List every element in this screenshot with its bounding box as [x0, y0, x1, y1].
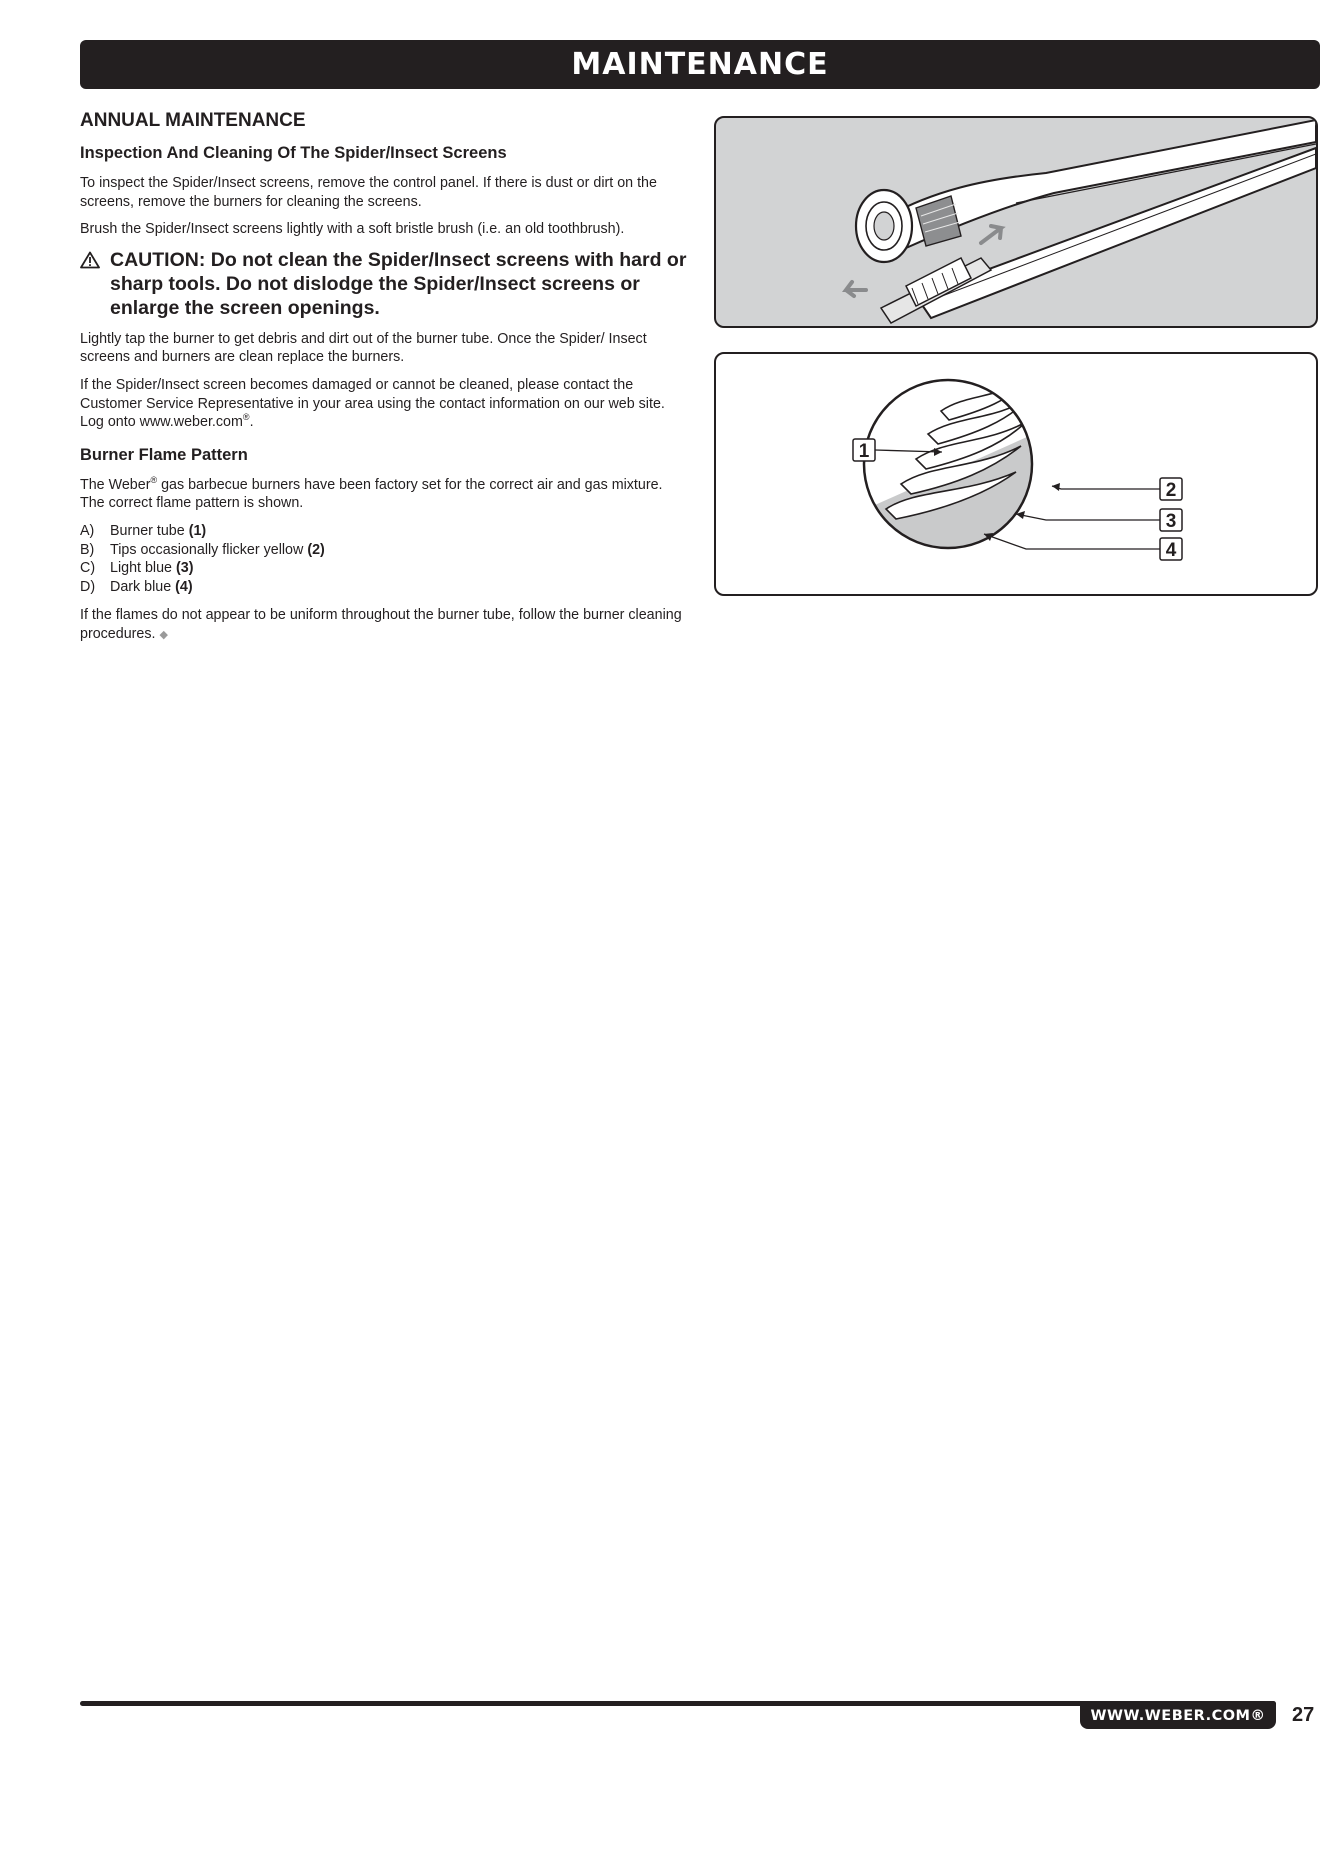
- inspection-paragraph-2: Brush the Spider/Insect screens lightly with a soft bristle brush (i.e. an old toothbrush).: [80, 221, 625, 238]
- footer-website: WWW.WEBER.COM®: [1080, 1703, 1276, 1729]
- caution-notice: [80, 248, 690, 320]
- list-ref: (4): [175, 578, 193, 595]
- callout-1: 1: [858, 441, 870, 462]
- registered-mark: ®: [150, 474, 158, 485]
- list-letter: C): [80, 560, 96, 577]
- inspection-heading: Inspection And Cleaning Of The Spider/Insect Screens: [80, 144, 507, 162]
- burner-brush-illustration: [716, 118, 1316, 326]
- list-letter: B): [80, 541, 95, 558]
- flame-pattern-illustration: [716, 354, 1316, 594]
- callout-3: 3: [1165, 511, 1177, 532]
- inspection-paragraph-3: Lightly tap the burner to get debris and dirt out of the burner tube. Once the Spider/ Insect screens and burners are clean replace the burners.: [80, 330, 647, 366]
- list-ref: (1): [188, 522, 207, 539]
- callout-4: 4: [1165, 540, 1177, 561]
- diamond-icon: ◆: [159, 628, 168, 641]
- flame-paragraph-2: [80, 606, 690, 644]
- callout-2: 2: [1165, 480, 1177, 501]
- figure-flame-pattern: [714, 352, 1318, 596]
- list-item: [80, 541, 690, 560]
- list-text: Light blue: [110, 560, 176, 577]
- list-item: [80, 559, 690, 578]
- figure-brush-screen: [714, 116, 1318, 328]
- list-letter: A): [80, 522, 95, 539]
- list-ref: (2): [307, 541, 325, 558]
- flame-pattern-heading: Burner Flame Pattern: [80, 445, 248, 464]
- page-number: 27: [1292, 1704, 1315, 1726]
- brush-motion-arrow-icon: [846, 282, 866, 296]
- page-header-title: MAINTENANCE: [571, 47, 829, 82]
- list-text: Dark blue: [110, 578, 176, 595]
- list-text: Tips occasionally flicker yellow: [110, 541, 308, 558]
- flame-paragraph-1: [80, 476, 690, 513]
- brush-motion-arrow-icon: [981, 226, 1001, 243]
- cleaning-procedure-text: If the flames do not appear to be uniform throughout the burner tube, follow the burner cleaning procedures.: [80, 607, 682, 642]
- section-title: ANNUAL MAINTENANCE: [80, 110, 306, 131]
- inspection-paragraph-4: [80, 376, 690, 432]
- warning-triangle-icon: [80, 251, 100, 269]
- list-item: [80, 522, 690, 541]
- list-letter: D): [80, 578, 96, 595]
- flame-pattern-list: [80, 522, 690, 596]
- flame-text-start: The Weber: [80, 476, 151, 493]
- flame-text-rest: gas barbecue burners have been factory set for the correct air and gas mixture. The correct flame pattern is shown.: [80, 476, 663, 512]
- registered-mark: ®: [242, 412, 250, 423]
- main-text-column: [80, 110, 690, 654]
- list-ref: (3): [175, 560, 194, 577]
- page-header: [80, 40, 1320, 89]
- list-item: [80, 578, 690, 597]
- contact-text: If the Spider/Insect screen becomes damaged or cannot be cleaned, please contact the Customer Service Representative in your area using the contact information on our web site. Log onto www.weber.com: [80, 376, 665, 431]
- contact-text-end: .: [249, 414, 254, 431]
- inspection-paragraph-1: To inspect the Spider/Insect screens, remove the control panel. If there is dust or dirt on the screens, remove the burners for cleaning the screens.: [80, 175, 657, 210]
- list-text: Burner tube: [110, 522, 189, 539]
- caution-text: CAUTION: Do not clean the Spider/Insect screens with hard or sharp tools. Do not dislodge the Spider/Insect screens or enlarge the screen openings.: [110, 248, 687, 319]
